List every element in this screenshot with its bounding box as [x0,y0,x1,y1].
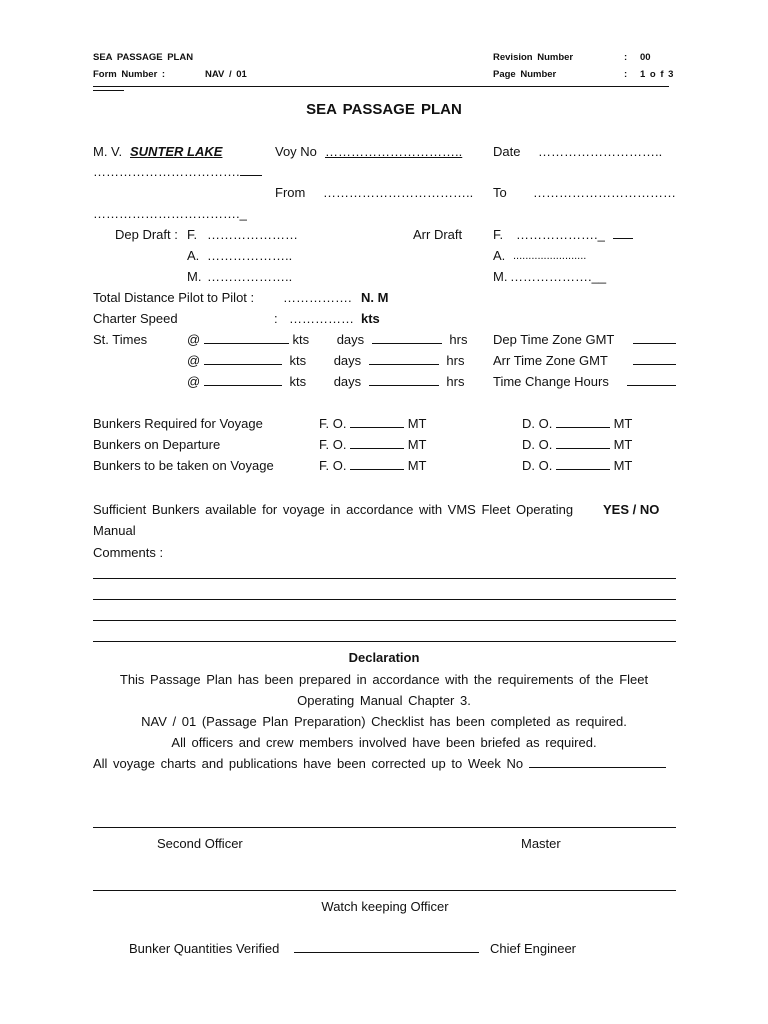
charter-speed-field[interactable]: …………… [289,311,354,326]
dep-draft-label: Dep Draft : [115,227,178,242]
chief-engineer-label: Chief Engineer [490,941,576,956]
at-symbol: @ [187,374,201,389]
bunkers-to-take-label: Bunkers to be taken on Voyage [93,458,274,473]
arr-draft-m-label: M. [493,269,508,284]
st-times-label: St. Times [93,332,148,347]
mv-label: M. V. [93,144,123,159]
days-input[interactable] [372,332,442,344]
to-label: To [493,185,507,200]
time-change-label: Time Change Hours [493,374,609,389]
arr-time-zone-label: Arr Time Zone GMT [493,353,608,368]
bunkers-departure-label: Bunkers on Departure [93,437,221,452]
arr-draft-a-label: A. [493,248,506,263]
comment-line[interactable] [93,641,676,642]
kts-label: kts [289,353,307,368]
dep-draft-f-label: F. [187,227,198,242]
days-input[interactable] [369,353,439,365]
dep-draft-m-label: M. [187,269,202,284]
comment-line[interactable] [93,599,676,600]
arr-draft-m-dots: ………………. [510,269,592,284]
fo-field[interactable] [319,458,426,474]
dep-draft-a-field[interactable]: ……………….. [207,248,293,263]
dep-time-zone-label: Dep Time Zone GMT [493,332,615,347]
vessel-name[interactable]: SUNTER LAKE [130,144,223,159]
fo-label: F. O. [319,416,347,431]
form-number-label: Form Number : [93,69,166,80]
fo-field[interactable] [319,416,426,432]
manual-text: Manual [93,523,136,538]
dep-time-zone-field[interactable] [633,332,676,348]
comments-label: Comments : [93,545,164,560]
do-field[interactable] [522,416,632,432]
from-field[interactable]: …………………………….. [323,185,474,200]
arr-draft-f-field[interactable] [516,227,633,243]
at-symbol: @ [187,353,201,368]
fo-label: F. O. [319,437,347,452]
declaration-heading: Declaration [348,650,420,665]
bunkers-required-label: Bunkers Required for Voyage [93,416,263,431]
days-label: days [336,332,365,347]
vessel-continuation [93,164,262,180]
hrs-label: hrs [446,374,465,389]
declaration-line-2: Operating Manual Chapter 3. [297,693,471,708]
arr-draft-a-field[interactable]: ........................ [513,250,587,262]
date-field[interactable]: ……………………….. [538,144,663,159]
page-colon: : [624,69,628,80]
revision-number-value: 00 [640,52,651,63]
days-label: days [333,374,362,389]
page-title: SEA PASSAGE PLAN [306,101,462,118]
header-rule [93,86,669,87]
page-number-value: 1 o f 3 [640,69,674,80]
declaration-line-3: NAV / 01 (Passage Plan Preparation) Checklist has been completed as required. [141,714,627,729]
header-title: SEA PASSAGE PLAN [93,52,194,63]
arr-draft-f-label: F. [493,227,504,242]
arr-draft-m-trail: __ [591,269,607,284]
arr-draft-m-field[interactable] [510,269,606,285]
declaration-line-4: All officers and crew members involved have been briefed as required. [171,735,597,750]
time-change-field[interactable] [627,374,676,390]
dep-draft-m-field[interactable]: ……………….. [207,269,293,284]
arr-draft-f-underscore: _ [597,227,605,242]
yes-no-option[interactable]: YES / NO [603,502,660,517]
hrs-label: hrs [446,353,465,368]
header-rule-short [93,90,124,91]
speed-input[interactable] [204,374,282,386]
watch-officer-label: Watch keeping Officer [321,899,449,914]
mt-label: MT [407,458,427,473]
days-label: days [333,353,362,368]
arr-draft-f-line [613,227,633,239]
fo-label: F. O. [319,458,347,473]
total-distance-label: Total Distance Pilot to Pilot : [93,290,255,305]
fo-field[interactable] [319,437,426,453]
st-times-row [187,332,467,348]
at-symbol: @ [187,332,201,347]
form-number-value: NAV / 01 [205,69,247,80]
mt-label: MT [613,437,633,452]
bunker-verified-field[interactable] [294,941,479,957]
mt-label: MT [407,416,427,431]
declaration-line-5-text: All voyage charts and publications have been corrected up to Week No [93,756,524,771]
sufficient-bunkers-text: Sufficient Bunkers available for voyage in accordance with VMS Fleet Operating [93,502,574,517]
kts-label: kts [292,332,310,347]
dep-draft-a-label: A. [187,248,200,263]
hrs-label: hrs [449,332,468,347]
bunker-verified-label: Bunker Quantities Verified [129,941,280,956]
page-number-label: Page Number [493,69,557,80]
comment-line[interactable] [93,578,676,579]
week-no-field[interactable] [529,756,666,768]
st-times-row [187,374,464,390]
charter-speed-label: Charter Speed [93,311,178,326]
arr-draft-f-dots: ………………. [516,227,598,242]
voy-no-field[interactable]: ………………………….. [325,144,463,159]
kts-unit: kts [361,311,380,326]
second-officer-label: Second Officer [157,836,243,851]
voy-no-label: Voy No [275,144,317,159]
vessel-continuation-dots: ……………………………. [93,164,240,179]
to-field[interactable]: …………………………… [533,185,676,200]
charter-speed-colon: : [274,311,278,326]
from-continuation-underscore: _ [239,206,247,221]
declaration-line-5 [93,756,666,772]
dep-draft-f-field[interactable]: ………………… [207,227,298,242]
do-field[interactable] [522,437,632,453]
from-continuation-dots: ……………………………. [93,206,240,221]
arr-time-zone-field[interactable] [633,353,676,369]
signature-line-watch[interactable] [93,890,676,891]
mt-label: MT [613,416,633,431]
speed-input[interactable] [204,353,282,365]
total-distance-field[interactable]: ……………. [283,290,352,305]
st-times-row [187,353,464,369]
comment-line[interactable] [93,620,676,621]
mt-label: MT [407,437,427,452]
from-continuation [93,206,247,222]
nm-unit: N. M [361,290,389,305]
do-field[interactable] [522,458,632,474]
kts-label: kts [289,374,307,389]
days-input[interactable] [369,374,439,386]
mt-label: MT [613,458,633,473]
do-label: D. O. [522,437,553,452]
from-label: From [275,185,306,200]
date-label: Date [493,144,521,159]
vessel-continuation-line [240,164,262,176]
do-label: D. O. [522,416,553,431]
revision-colon: : [624,52,628,63]
master-label: Master [521,836,561,851]
speed-input[interactable] [204,332,289,344]
do-label: D. O. [522,458,553,473]
signature-line-officers[interactable] [93,827,676,828]
arr-draft-label: Arr Draft [413,227,463,242]
declaration-line-1: This Passage Plan has been prepared in accordance with the requirements of the Fleet [119,672,649,687]
revision-number-label: Revision Number [493,52,574,63]
